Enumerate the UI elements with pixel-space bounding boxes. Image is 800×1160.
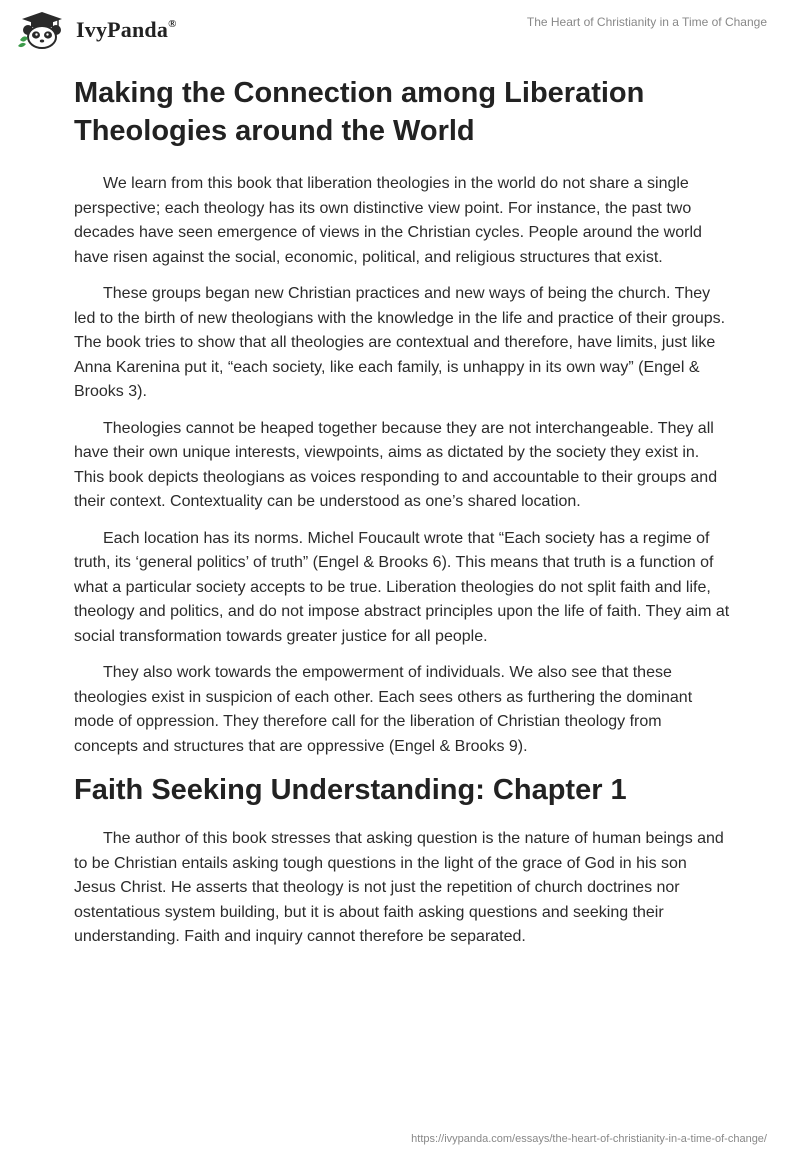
section-heading-faith-seeking-understanding: Faith Seeking Understanding: Chapter 1 <box>74 774 627 806</box>
paragraph: Theologies cannot be heaped together because they are not interchangeable. They all have their own unique interests, viewpoints, aims as dictated by the society they exist in. This book depicts theologians as voices responding to and accountable to their groups and their context. Contextuality can be understood as one’s shared location. <box>74 419 718 510</box>
brand-name-text: IvyPanda <box>76 17 169 42</box>
brand-name <box>76 17 177 43</box>
source-url[interactable]: https://ivypanda.com/essays/the-heart-of-christianity-in-a-time-of-change/ <box>411 1133 767 1145</box>
document-title: The Heart of Christianity in a Time of Change <box>526 15 767 29</box>
paragraph: These groups began new Christian practices and new ways of being the church. They led to the birth of new theologians with the knowledge in the life and practice of their groups. The book tries to show that all theologies are contextual and therefore, have limits, just like Anna Karenina put it, “each society, like each family, is unhappy in its own way” (Engel & Brooks 3). <box>74 285 726 400</box>
paragraph: They also work towards the empowerment of individuals. We also see that these theologies exist in suspicion of each other. Each sees others as furthering the dominant mode of oppression. They therefore call for the liberation of Christian theology from concepts and structures that are oppressive (Engel & Brooks 9). <box>74 664 693 755</box>
ivypanda-logo[interactable] <box>16 10 177 50</box>
panda-graduate-icon <box>16 10 68 50</box>
paragraph: Each location has its norms. Michel Foucault wrote that “Each society has a regime of truth, its ‘general politics’ of truth” (Engel & Brooks 6). This means that truth is a function of what a particular society accepts to be true. Liberation theologies do not split faith and life, theology and politics, and do not impose abstract principles upon the life of faith. They aim at social transformation towards greater justice for all people. <box>74 529 730 645</box>
registered-mark: ® <box>168 17 177 30</box>
page-header <box>0 0 800 60</box>
paragraph: The author of this book stresses that asking question is the nature of human beings and to be Christian entails asking tough questions in the light of the grace of God in his son Jesus Christ. He asserts that theology is not just the repetition of church doctrines nor ostentatious system building, but it is about faith asking questions and seeking their understanding. Faith and inquiry cannot therefore be separated. <box>74 830 724 945</box>
section-heading-liberation-theologies: Making the Connection among Liberation Theologies around the World <box>74 77 645 147</box>
essay-body <box>74 74 730 962</box>
paragraph: We learn from this book that liberation theologies in the world do not share a single perspective; each theology has its own distinctive view point. For instance, the past two decades have seen emergence of views in the Christian cycles. People around the world have risen against the social, economic, political, and religious structures that exist. <box>74 175 702 266</box>
